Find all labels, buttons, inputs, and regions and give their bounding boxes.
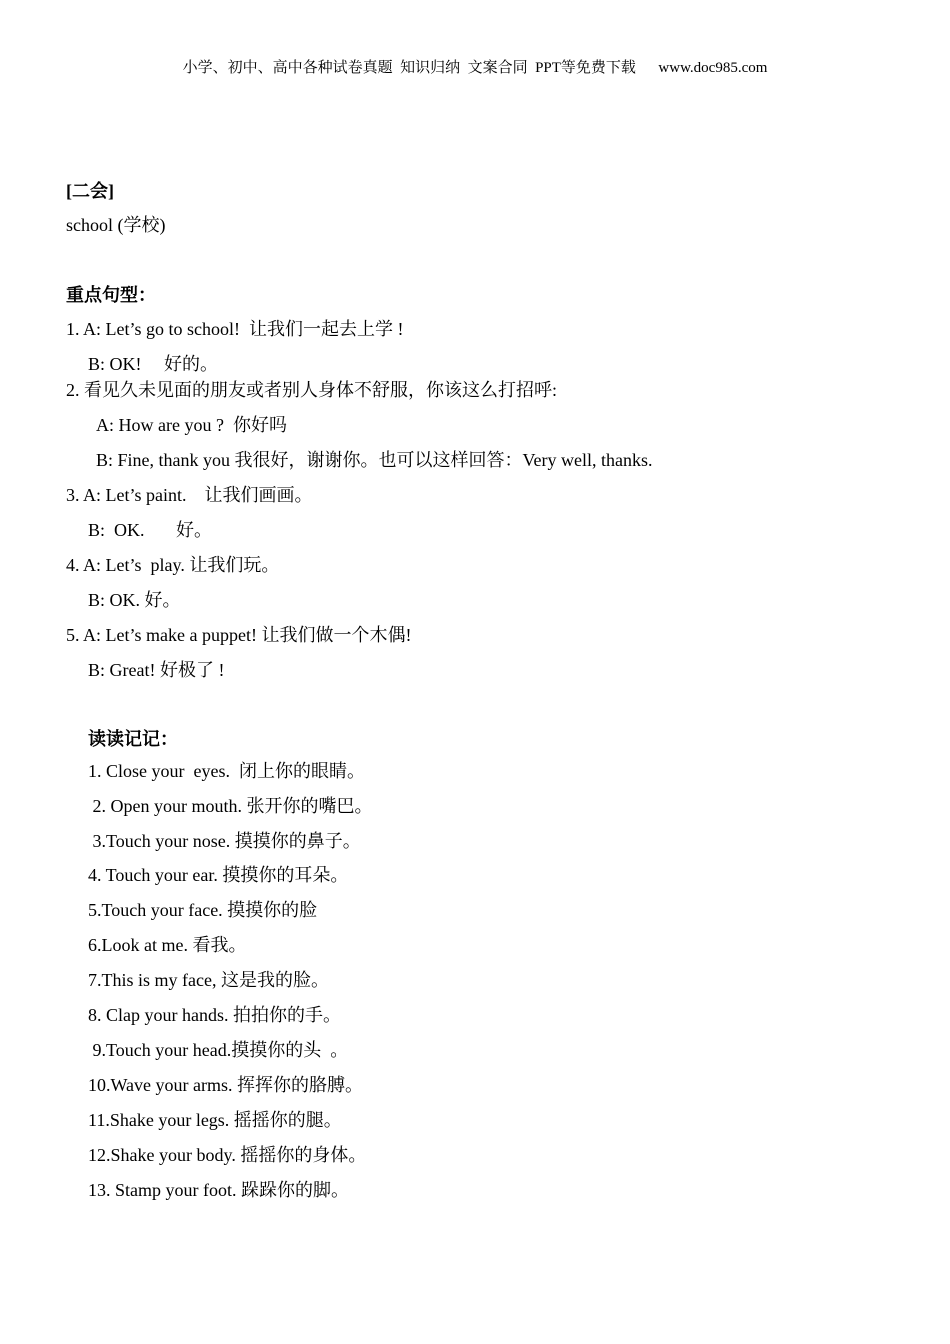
- phrase-line: 2. Open your mouth. 张开你的嘴巴。: [88, 796, 373, 816]
- phrase-line: 5.Touch your face. 摸摸你的脸: [88, 900, 318, 920]
- sentence-line: 2. 看见久未见面的朋友或者别人身体不舒服，你该这么打招呼:: [66, 380, 557, 400]
- section-title: [二会]: [66, 181, 114, 201]
- sentence-line: B: Great! 好极了 !: [88, 660, 225, 680]
- sentence-line: 5. A: Let’s make a puppet! 让我们做一个木偶!: [66, 625, 412, 645]
- page-header: 小学、初中、高中各种试卷真题 知识归纳 文案合同 PPT等免费下载 www.doc985.com: [182, 60, 768, 76]
- sentence-line: 1. A: Let’s go to school! 让我们一起去上学 !: [66, 319, 404, 339]
- sentence-line: 4. A: Let’s play. 让我们玩。: [66, 555, 280, 575]
- phrase-line: 9.Touch your head.摸摸你的头 。: [88, 1040, 349, 1060]
- sentence-line: A: How are you ? 你好吗: [96, 415, 287, 435]
- phrase-line: 8. Clap your hands. 拍拍你的手。: [88, 1005, 341, 1025]
- sentence-line: B: Fine, thank you 我很好，谢谢你。也可以这样回答：Very well, thanks.: [96, 450, 653, 470]
- phrase-line: 13. Stamp your foot. 跺跺你的脚。: [88, 1180, 349, 1200]
- sentence-line: B: OK. 好。: [88, 590, 181, 610]
- phrase-line: 3.Touch your nose. 摸摸你的鼻子。: [88, 831, 361, 851]
- sentence-line: 3. A: Let’s paint. 让我们画画。: [66, 485, 313, 505]
- phrase-line: 6.Look at me. 看我。: [88, 935, 247, 955]
- vocab-word: school (学校): [66, 215, 166, 235]
- phrase-line: 11.Shake your legs. 摇摇你的腿。: [88, 1110, 342, 1130]
- phrase-line: 4. Touch your ear. 摸摸你的耳朵。: [88, 865, 349, 885]
- sentence-line: B: OK. 好。: [88, 520, 213, 540]
- sentence-line: B: OK! 好的。: [88, 354, 218, 374]
- read-remember-heading: 读读记记：: [88, 729, 178, 749]
- phrase-line: 1. Close your eyes. 闭上你的眼睛。: [88, 761, 365, 781]
- phrase-line: 12.Shake your body. 摇摇你的身体。: [88, 1145, 367, 1165]
- phrase-line: 7.This is my face, 这是我的脸。: [88, 970, 329, 990]
- phrase-line: 10.Wave your arms. 挥挥你的胳膊。: [88, 1075, 364, 1095]
- key-sentences-heading: 重点句型：: [66, 285, 156, 305]
